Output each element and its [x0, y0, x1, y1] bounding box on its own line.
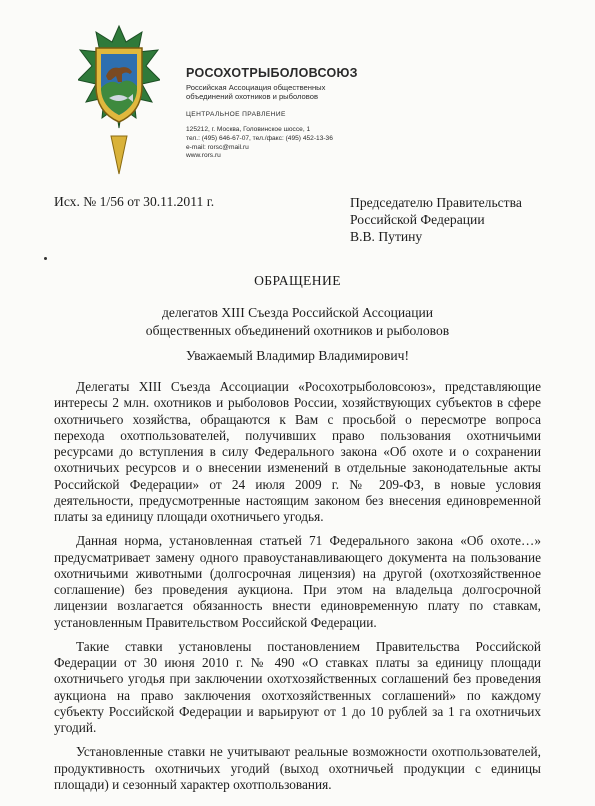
department-label: ЦЕНТРАЛЬНОЕ ПРАВЛЕНИЕ	[186, 111, 286, 118]
addressee-line-3: В.В. Путину	[350, 229, 423, 244]
org-name: РОСОХОТРЫБОЛОВСОЮЗ	[186, 66, 358, 80]
body-paragraph: Делегаты XIII Съезда Ассоциации «Росохотрыболовсоюз», представляющие интересы 2 млн. охотников и рыболовов России, хозяйствующих субъектов в сфере охотничьего хозяйства, обращаются к Вам с просьбой о пересмотре вопроса перехода охотпользователей, получивших право пользования охотничьими ресурсами до вступления в силу Федерального закона «Об охоте и о сохранении охотничьих ресурсов и о внесении изменений в отдельные законодательные акты Российской Федерации» от 24 июля 2009 г. № 209-ФЗ, в новые условия деятельности, предусмотренные настоящим законом без внесения единовременной платы за единицу площади охотничьего угодья.	[54, 379, 541, 524]
org-address: 125212, г. Москва, Головинское шоссе, 1	[186, 126, 311, 133]
document-subtitle	[0, 304, 595, 339]
document-title: ОБРАЩЕНИЕ	[254, 273, 341, 288]
body-paragraph: Такие ставки установлены постановлением Правительства Российской Федерации от 30 июня 2010 г. № 490 «О ставках платы за единицу площади охотничьего угодья при заключении охотхозяйственных соглашений без проведения аукциона на право заключения охотхозяйственных соглашений» по каждому субъекту Российской Федерации и варьируют от 1 до 10 рублей за 1 га охотничьих угодий.	[54, 638, 541, 735]
org-full-name	[186, 83, 358, 101]
body-paragraph: Данная норма, установленная статьей 71 Федерального закона «Об охоте…» предусматривает замену одного правоустанавливающего документа на пользование охотничьими животными (долгосрочная лицензия) на другой (охотхозяйственное соглашение) без проведения аукциона. При этом на владельца долгосрочной лицензии возлагается обязанность внести единовременную плату по ставкам, установленным Правительством Российской Федерации.	[54, 533, 541, 630]
association-emblem	[78, 24, 160, 176]
contact-block	[186, 126, 358, 161]
greeting: Уважаемый Владимир Владимирович!	[186, 348, 409, 363]
outgoing-reference: Исх. № 1/56 от 30.11.2011 г.	[54, 194, 215, 209]
stray-mark	[44, 257, 47, 260]
addressee-line-2: Российской Федерации	[350, 212, 485, 227]
org-website: www.rors.ru	[186, 152, 221, 160]
org-full-name-line-2: объединений охотников и рыболовов	[186, 92, 318, 101]
letter-body	[54, 379, 541, 801]
subtitle-line-2: общественных объединений охотников и рыболовов	[145, 322, 450, 338]
addressee-block	[350, 194, 522, 245]
org-phones: тел.: (495) 646-67-07, тел./факс: (495) 452-13-36	[186, 134, 333, 142]
letterhead-block	[186, 66, 358, 161]
subtitle-line-1: делегатов XIII Съезда Российской Ассоциации	[161, 305, 434, 320]
org-full-name-line-1: Российская Ассоциация общественных	[186, 83, 326, 92]
org-email: e-mail: rorsc@mail.ru	[186, 143, 249, 151]
body-paragraph: Установленные ставки не учитывают реальные возможности охотпользователей, продуктивность охотничьих угодий (выход охотничьей продукции с единицы площади) и сезонный характер охотпользования.	[54, 744, 541, 792]
addressee-line-1: Председателю Правительства	[350, 195, 522, 210]
